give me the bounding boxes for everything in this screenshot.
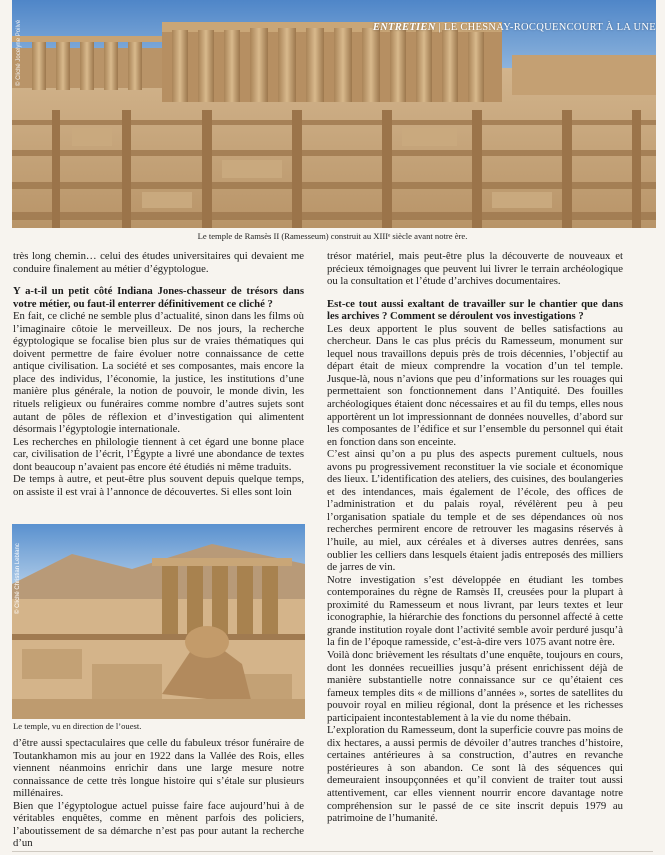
paragraph: d’être aussi spectaculaires que celle du fabuleux trésor funéraire de Toutankhamon mis au jour en 1922 dans la Vallée des Rois, elles viennent néanmoins enrichir dans une large mesure notre connaissance de cette très longue histoire qui s’étale sur plusieurs millénaires. — [13, 737, 304, 800]
temple-west-view-illustration — [12, 524, 305, 719]
paragraph: L’exploration du Ramesseum, dont la superficie couvre pas moins de dix hectares, a aussi permis de dévoiler d’autres tranches d’histoire, certaines antérieures à sa construction, d’autres en revanche postérieures à son abandon. Ce sont là des séquences qui demeuraient insoupçonnées et qu’il convient de traiter tout aussi attentivement, car elles viennent nourrir encore davantage notre compréhension sur le passé de ce site inscrit depuis 1979 au patrimoine de l’humanité. — [327, 724, 623, 825]
section-header — [373, 22, 656, 38]
caption-top-photo: Le temple de Ramsès II (Ramesseum) construit au XIIIᵉ siècle avant notre ère. — [197, 231, 468, 241]
paragraph: En fait, ce cliché ne semble plus d’actualité, sinon dans les films où l’imaginaire côtoie le merveilleux. De nos jours, la recherche égyptologique se focalise bien plus sur de vraies thématiques qui doivent permettre de faire évoluer notre connaissance de cette antique civilisation. La société et ses composantes, mais encore la place des individus, l’économie, la justice, les institutions d’une manière plus générale, la notion de pouvoir, le monde divin, les rituels religieux ou funéraires comme nombre d’autres sujets sont autant de pôles de réflexion et d’investigation qui alimentent désormais l’égyptologie internationale. — [13, 310, 304, 436]
header-section: LE CHESNAY-ROCQUENCOURT À LA UNE — [444, 22, 656, 33]
interview-question: Est-ce tout aussi exaltant de travailler sur le chantier que dans les archives ? Comment se déroulent vos investigations ? — [327, 297, 623, 323]
paragraph: De temps à autre, et peut-être plus souvent depuis quelque temps, on assiste il est vrai à l’annonce de découvertes. Si elles sont loin — [13, 473, 304, 498]
top-photo-ramesseum — [12, 0, 656, 228]
paragraph: Voilà donc brièvement les résultats d’une enquête, toujours en cours, dont les données recueillies jusqu’à présent enrichissent déjà de manière substantielle notre connaissance sur ce qu’étaient ces fameux temples dits « de millions d’années », sortes de satellites du pouvoir royal en milieu régional, dont la présence et les richesses participaient incontestablement à la vie du nome thébain. — [327, 648, 623, 724]
interview-question: Y a-t-il un petit côté Indiana Jones-chasseur de trésors dans votre métier, ou faut-il enterrer définitivement ce cliché ? — [13, 285, 304, 310]
header-separator: | — [438, 22, 442, 33]
paragraph: Notre investigation s’est développée en étudiant les tombes contemporaines du règne de Ramsès II, creusées pour la plupart à proximité du Ramesseum et nous livrant, par leurs textes et leur iconographie, la hiérarchie des fonctions du personnel affecté à cette grande institution royale dont l’activité semble avoir perduré jusqu’à la fin de l’époque ramesside, c’est-à-dire vers 1075 avant notre ère. — [327, 573, 623, 649]
paragraph: Les deux apportent le plus souvent de belles satisfactions au chercheur. Dans le cas plus précis du Ramesseum, monument sur lequel nous travaillons depuis près de trois décennies, l’objectif au départ était de mieux comprendre la vocation d’un tel temple. Jusque-là, nous n’avions que peu d’informations sur les rouages qui permettaient son fonctionnement dans l’Antiquité. Des fouilles archéologiques étaient donc nécessaires et au fil du temps, elles nous apportèrent un lot impressionnant de données nouvelles, d’abord sur les composantes de l’édifice et sur l’ensemble du personnel qui était en fonction dans son enceinte. — [327, 322, 623, 448]
left-column-top — [13, 250, 304, 498]
right-column — [327, 250, 623, 825]
photo-credit-top: © Cliché Jocelyne Poilvé — [16, 19, 22, 86]
photo-credit-middle: © Cliché Christian Leblanc — [15, 543, 21, 614]
paragraph: Bien que l’égyptologue actuel puisse faire face aujourd’hui à de véritables enquêtes, comme en mènent parfois des policiers, l’aboutissement de sa démarche n’est pas pour autant la recherche d’un — [13, 799, 304, 850]
bottom-rule — [12, 851, 653, 852]
paragraph: Les recherches en philologie tiennent à cet égard une bonne place car, civilisation de l’écrit, l’Égypte a livré une abondance de textes dont beaucoup n’avaient pas encore été étudiés ni même traduits. — [13, 435, 304, 473]
left-column-bottom — [13, 737, 304, 850]
header-rubric: ENTRETIEN — [372, 22, 436, 33]
caption-middle-photo: Le temple, vu en direction de l’ouest. — [13, 721, 142, 731]
paragraph: trésor matériel, mais peut-être plus la découverte de nouveaux et précieux témoignages que peuvent lui livrer le terrain archéologique ou la consultation et l’étude d’archives documentaires. — [327, 250, 623, 288]
paragraph: très long chemin… celui des études universitaires qui devaient me conduire finalement au métier d’égyptologue. — [13, 250, 304, 275]
paragraph: C’est ainsi qu’on a pu plus des aspects purement cultuels, nous avons pu progressivement reconstituer la vie sociale et économique des lieux. L’identification des ateliers, des cuisines, des boulangeries et des intendances, mais également de l’école, des offices de l’administration et du palais royal, révélèrent peu à peu l’organisation spatiale du temple et de ses dépendances où nos recherches permirent encore de retrouver les magasins réservés à l’huile, au miel, aux céréales et à diverses autres denrées, sans oublier les celliers dans lesquels étaient jadis entreposés des milliers de jarres de vin. — [327, 448, 623, 574]
middle-photo-temple — [12, 524, 305, 719]
